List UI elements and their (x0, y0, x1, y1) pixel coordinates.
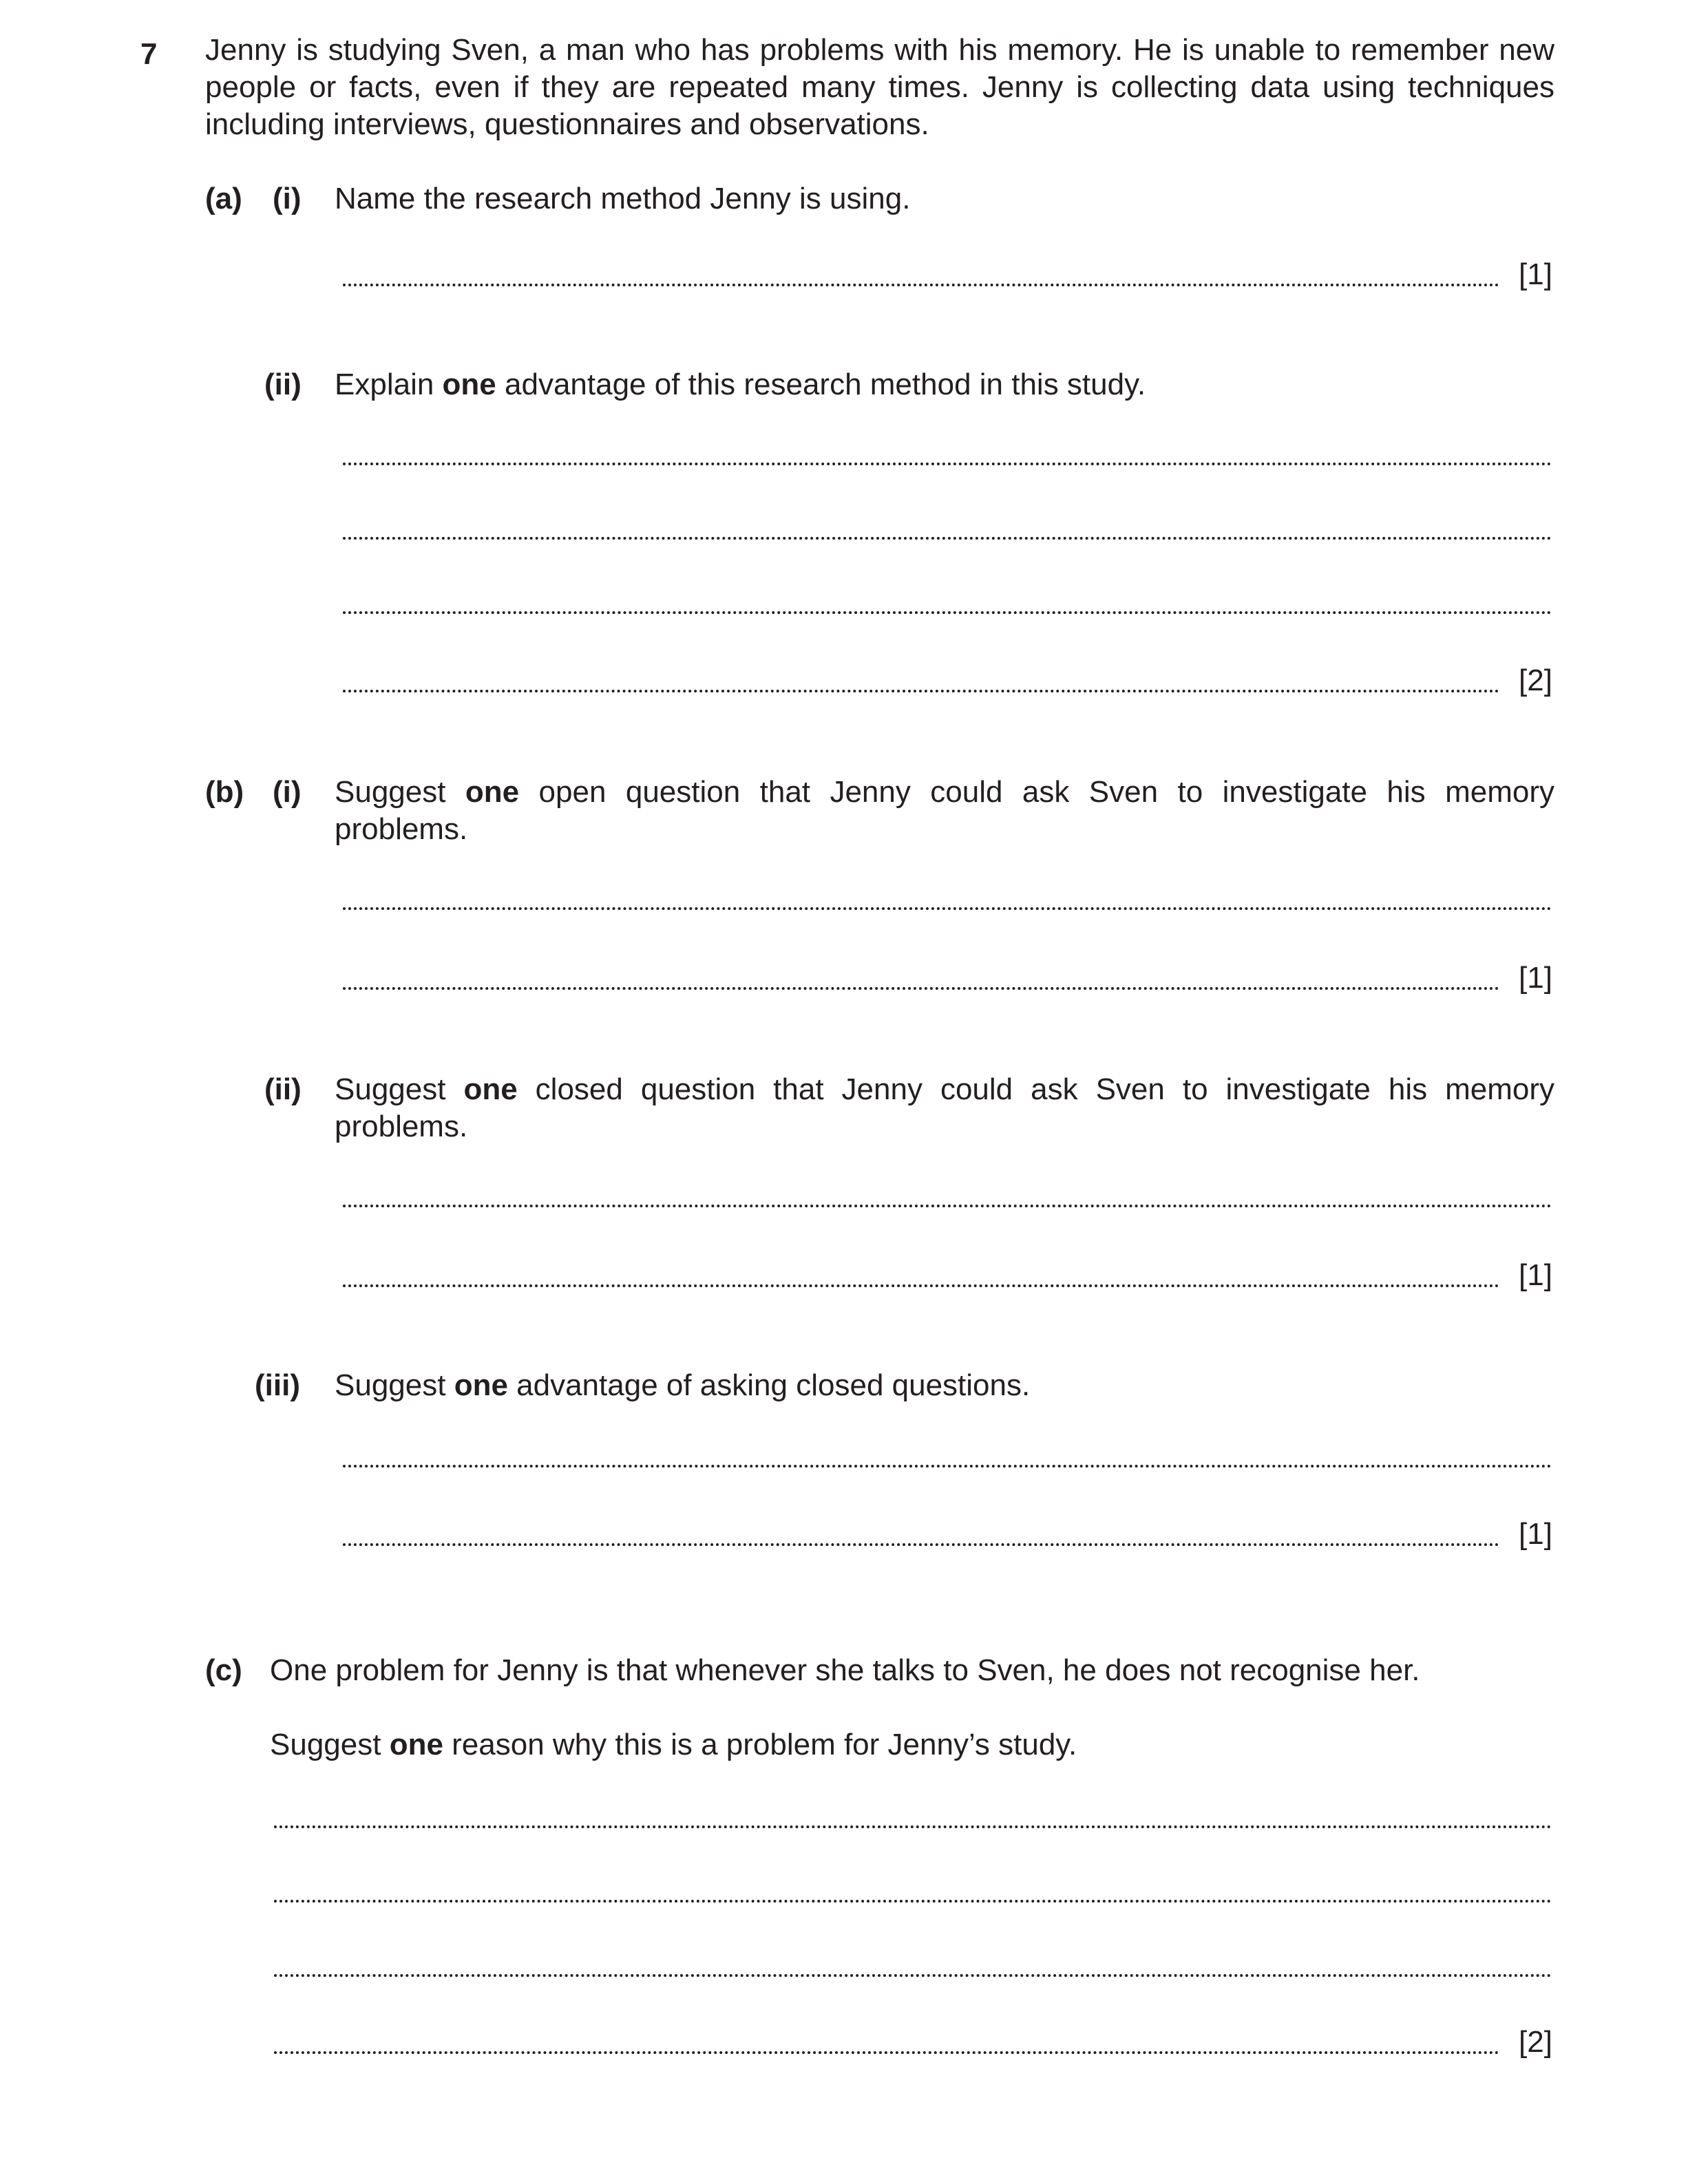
part-c-label: (c) (205, 1653, 242, 1687)
question-number: 7 (140, 37, 158, 71)
part-b-i-text: Suggest one open question that Jenny could ask Sven to investigate his memory problems. (335, 775, 1554, 846)
answer-line[interactable] (343, 1205, 1552, 1207)
part-c-context: One problem for Jenny is that whenever she talks to Sven, he does not recognise her. (270, 1653, 1420, 1687)
part-a-i-text: Name the research method Jenny is using. (335, 182, 911, 215)
answer-line[interactable] (343, 907, 1552, 910)
mark-allocation: [1] (1519, 1517, 1552, 1551)
answer-line[interactable] (274, 1974, 1552, 1977)
answer-line[interactable] (343, 1465, 1552, 1468)
answer-line[interactable] (343, 537, 1552, 540)
answer-line[interactable] (343, 284, 1499, 286)
part-b-i-label: (i) (273, 775, 302, 809)
answer-line[interactable] (343, 611, 1552, 614)
answer-line[interactable] (274, 1900, 1552, 1903)
part-b-ii-text: Suggest one closed question that Jenny could ask Sven to investigate his memory problems. (335, 1072, 1554, 1143)
part-b-ii-label: (ii) (264, 1072, 302, 1106)
part-a-label: (a) (205, 182, 242, 215)
mark-allocation: [1] (1519, 961, 1552, 995)
part-b-iii-text: Suggest one advantage of asking closed questions. (335, 1368, 1031, 1402)
answer-line[interactable] (343, 987, 1499, 990)
part-a-ii-label: (ii) (264, 368, 302, 401)
mark-allocation: [2] (1519, 664, 1552, 697)
answer-line[interactable] (274, 1825, 1552, 1828)
mark-allocation: [1] (1519, 257, 1552, 291)
part-a-i-label: (i) (273, 182, 302, 215)
answer-line[interactable] (343, 690, 1499, 692)
mark-allocation: [1] (1519, 1258, 1552, 1292)
answer-line[interactable] (343, 1284, 1499, 1287)
answer-line[interactable] (343, 1543, 1499, 1546)
part-c-text: Suggest one reason why this is a problem for Jenny’s study. (270, 1728, 1077, 1761)
question-stem: Jenny is studying Sven, a man who has problems with his memory. He is unable to remember new people or facts, even if they are repeated many times. Jenny is collecting data using techniques including interviews, questionnaires and observations. (205, 33, 1554, 141)
mark-allocation: [2] (1519, 2025, 1552, 2059)
part-a-ii-text: Explain one advantage of this research method in this study. (335, 368, 1146, 401)
answer-line[interactable] (343, 463, 1552, 465)
part-b-label: (b) (205, 775, 244, 809)
part-b-iii-label: (iii) (255, 1368, 300, 1402)
answer-line[interactable] (274, 2051, 1499, 2054)
